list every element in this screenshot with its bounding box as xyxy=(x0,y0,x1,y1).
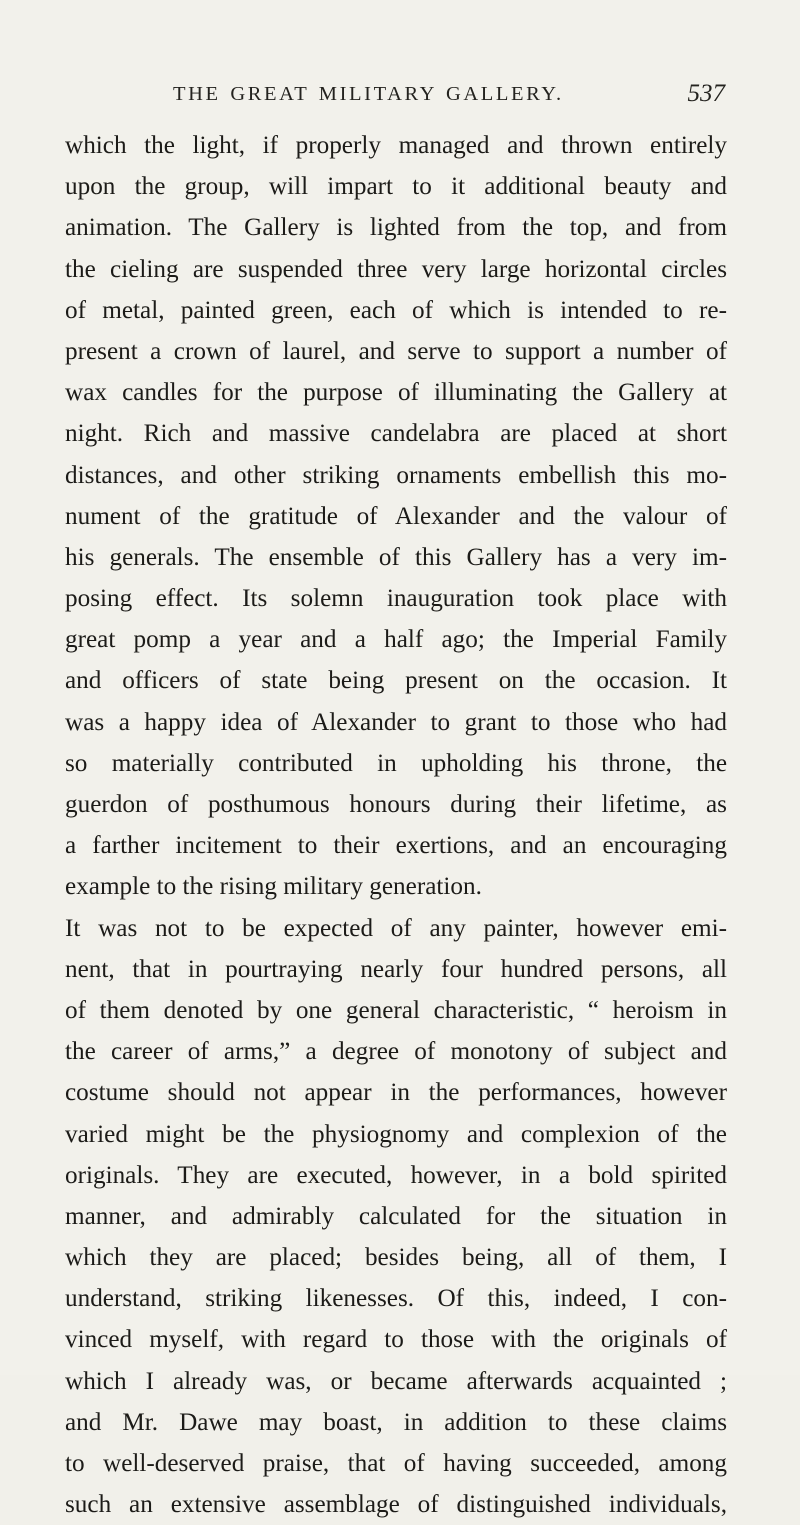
text-line: of them denoted by one general characteristic, “ heroism in xyxy=(65,996,727,1024)
text-line: understand, striking likenesses. Of this, indeed, I con- xyxy=(65,1285,727,1313)
paragraph-start-line: It was not to be expected of any painter, however emi- xyxy=(65,914,727,942)
text-line: varied might be the physiognomy and complexion of the xyxy=(65,1120,727,1148)
text-line: the cieling are suspended three very large horizontal circles xyxy=(65,255,727,283)
text-line: so materially contributed in upholding his throne, the xyxy=(65,749,727,777)
text-line: originals. They are executed, however, in a bold spirited xyxy=(65,1161,727,1189)
text-line: manner, and admirably calculated for the situation in xyxy=(65,1202,727,1230)
text-line: great pomp a year and a half ago; the Imperial Family xyxy=(65,626,727,654)
running-head xyxy=(65,74,725,114)
text-line: upon the group, will impart to it additional beauty and xyxy=(65,173,727,201)
text-line: such an extensive assemblage of distinguished individuals, xyxy=(65,1491,727,1519)
text-line: which they are placed; besides being, all of them, I xyxy=(65,1244,727,1272)
page-number: 537 xyxy=(687,80,725,107)
text-line: the career of arms,” a degree of monotony of subject and xyxy=(65,1038,727,1066)
text-line: wax candles for the purpose of illuminating the Gallery at xyxy=(65,379,727,407)
text-line: nent, that in pourtraying nearly four hundred persons, all xyxy=(65,955,727,983)
text-line: distances, and other striking ornaments embellish this mo- xyxy=(65,461,727,489)
text-line: posing effect. Its solemn inauguration took place with xyxy=(65,585,727,613)
text-line: which the light, if properly managed and thrown entirely xyxy=(65,132,727,159)
text-line: and Mr. Dawe may boast, in addition to these claims xyxy=(65,1408,727,1436)
paragraph-end-line: example to the rising military generation. xyxy=(65,873,482,901)
text-line: animation. The Gallery is lighted from the top, and from xyxy=(65,214,727,242)
text-line: guerdon of posthumous honours during their lifetime, as xyxy=(65,791,727,818)
text-line: his generals. The ensemble of this Gallery has a very im- xyxy=(65,543,727,571)
text-line: of metal, painted green, each of which is intended to re- xyxy=(65,296,727,324)
body-text xyxy=(65,125,727,1525)
text-line: night. Rich and massive candelabra are placed at short xyxy=(65,420,727,448)
running-title: THE GREAT MILITARY GALLERY. xyxy=(173,83,564,105)
text-line: to well-deserved praise, that of having succeeded, among xyxy=(65,1450,727,1477)
text-line: nument of the gratitude of Alexander and the valour of xyxy=(65,502,727,530)
text-line: and officers of state being present on the occasion. It xyxy=(65,667,727,695)
text-line: present a crown of laurel, and serve to support a number of xyxy=(65,337,727,365)
text-line: a farther incitement to their exertions, and an encouraging xyxy=(65,832,727,860)
text-line: vinced myself, with regard to those with the originals of xyxy=(65,1326,727,1354)
text-line: costume should not appear in the performances, however xyxy=(65,1079,727,1107)
text-line: was a happy idea of Alexander to grant to those who had xyxy=(65,708,727,736)
text-line: which I already was, or became afterwards acquainted ; xyxy=(65,1367,727,1395)
